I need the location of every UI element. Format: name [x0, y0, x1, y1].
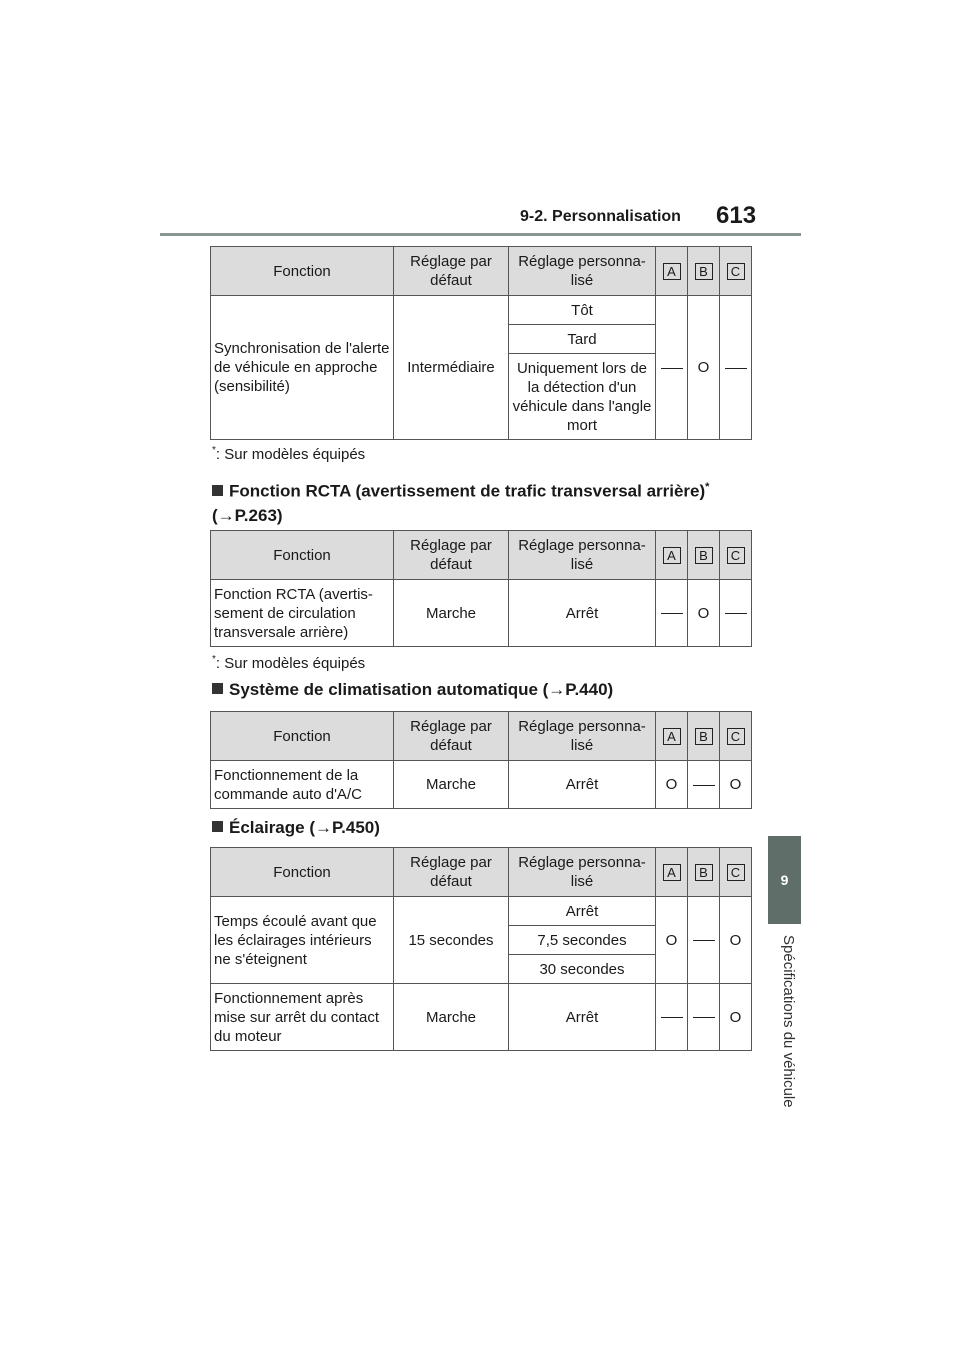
- mark-b: O: [688, 296, 720, 440]
- header-a: A: [663, 728, 681, 745]
- option-cell: Tôt: [509, 296, 656, 325]
- function-cell: Synchronisation de l'alerte de véhicule en approche (sensibilité): [211, 296, 394, 440]
- default-cell: Marche: [394, 580, 509, 647]
- table-row: [211, 984, 752, 1051]
- header-b: B: [695, 864, 713, 881]
- table-row: [211, 296, 752, 325]
- function-cell: Fonctionnement de la commande auto d'A/C: [211, 761, 394, 809]
- header-b: B: [695, 263, 713, 280]
- header-custom: Réglage personna-lisé: [509, 712, 656, 761]
- section-heading-climate: Système de climatisation automatique (→P.440): [212, 678, 613, 702]
- table-header-row: [211, 848, 752, 897]
- function-cell: Temps écoulé avant que les éclairages intérieurs ne s'éteignent: [211, 897, 394, 984]
- mark-b: O: [688, 580, 720, 647]
- dash-mark: [693, 1017, 715, 1018]
- option-cell: Uniquement lors de la détection d'un véhicule dans l'angle mort: [509, 354, 656, 440]
- option-cell: Arrêt: [509, 897, 656, 926]
- custom-cell: Arrêt: [509, 984, 656, 1051]
- section-heading-lighting: Éclairage (→P.450): [212, 816, 380, 840]
- footnote: *: Sur modèles équipés: [212, 654, 366, 672]
- header-b: B: [695, 547, 713, 564]
- header-a: A: [663, 864, 681, 881]
- table-row: [211, 761, 752, 809]
- default-cell: Marche: [394, 761, 509, 809]
- header-fonction: Fonction: [211, 531, 394, 580]
- header-default: Réglage par défaut: [394, 531, 509, 580]
- table-header-row: [211, 712, 752, 761]
- option-cell: 7,5 secondes: [509, 926, 656, 955]
- table-approach-alert: [210, 246, 752, 440]
- bullet-square-icon: [212, 485, 223, 496]
- header-c: C: [727, 263, 745, 280]
- header-a: A: [663, 263, 681, 280]
- table-climate: [210, 711, 752, 809]
- header-custom: Réglage personna-lisé: [509, 247, 656, 296]
- mark-a: O: [656, 761, 688, 809]
- bullet-square-icon: [212, 683, 223, 694]
- default-cell: Marche: [394, 984, 509, 1051]
- header-rule: [160, 233, 801, 236]
- function-cell: Fonction RCTA (avertis-sement de circulation transversale arrière): [211, 580, 394, 647]
- mark-a: O: [656, 897, 688, 984]
- table-lighting: [210, 847, 752, 1051]
- header-a: A: [663, 547, 681, 564]
- dash-mark: [661, 1017, 683, 1018]
- header-default: Réglage par défaut: [394, 848, 509, 897]
- header-c: C: [727, 728, 745, 745]
- header-fonction: Fonction: [211, 712, 394, 761]
- header-fonction: Fonction: [211, 848, 394, 897]
- header-c: C: [727, 547, 745, 564]
- dash-mark: [725, 368, 747, 369]
- bullet-square-icon: [212, 821, 223, 832]
- header-c: C: [727, 864, 745, 881]
- header-fonction: Fonction: [211, 247, 394, 296]
- function-cell: Fonctionnement après mise sur arrêt du contact du moteur: [211, 984, 394, 1051]
- header-default: Réglage par défaut: [394, 247, 509, 296]
- mark-c: O: [720, 897, 752, 984]
- table-header-row: [211, 531, 752, 580]
- option-cell: Tard: [509, 325, 656, 354]
- header-b: B: [695, 728, 713, 745]
- custom-cell: Arrêt: [509, 580, 656, 647]
- section-heading-rcta: Fonction RCTA (avertissement de trafic transversal arrière)* (→P.263): [212, 481, 710, 525]
- table-header-row: [211, 247, 752, 296]
- table-row: [211, 580, 752, 647]
- custom-cell: Arrêt: [509, 761, 656, 809]
- dash-mark: [661, 613, 683, 614]
- dash-mark: [725, 613, 747, 614]
- page-number: 613: [716, 202, 757, 229]
- header-custom: Réglage personna-lisé: [509, 531, 656, 580]
- default-cell: Intermédiaire: [394, 296, 509, 440]
- mark-c: O: [720, 761, 752, 809]
- header-custom: Réglage personna-lisé: [509, 848, 656, 897]
- option-cell: 30 secondes: [509, 955, 656, 984]
- table-rcta: [210, 530, 752, 647]
- dash-mark: [693, 785, 715, 786]
- section-title: 9-2. Personnalisation: [520, 208, 681, 225]
- dash-mark: [661, 368, 683, 369]
- default-cell: 15 secondes: [394, 897, 509, 984]
- table-row: [211, 897, 752, 926]
- footnote: *: Sur modèles équipés: [212, 445, 366, 463]
- mark-c: O: [720, 984, 752, 1051]
- chapter-tab: 9: [768, 836, 801, 924]
- dash-mark: [693, 940, 715, 941]
- chapter-label: Spécifications du véhicule: [780, 935, 797, 1108]
- header-default: Réglage par défaut: [394, 712, 509, 761]
